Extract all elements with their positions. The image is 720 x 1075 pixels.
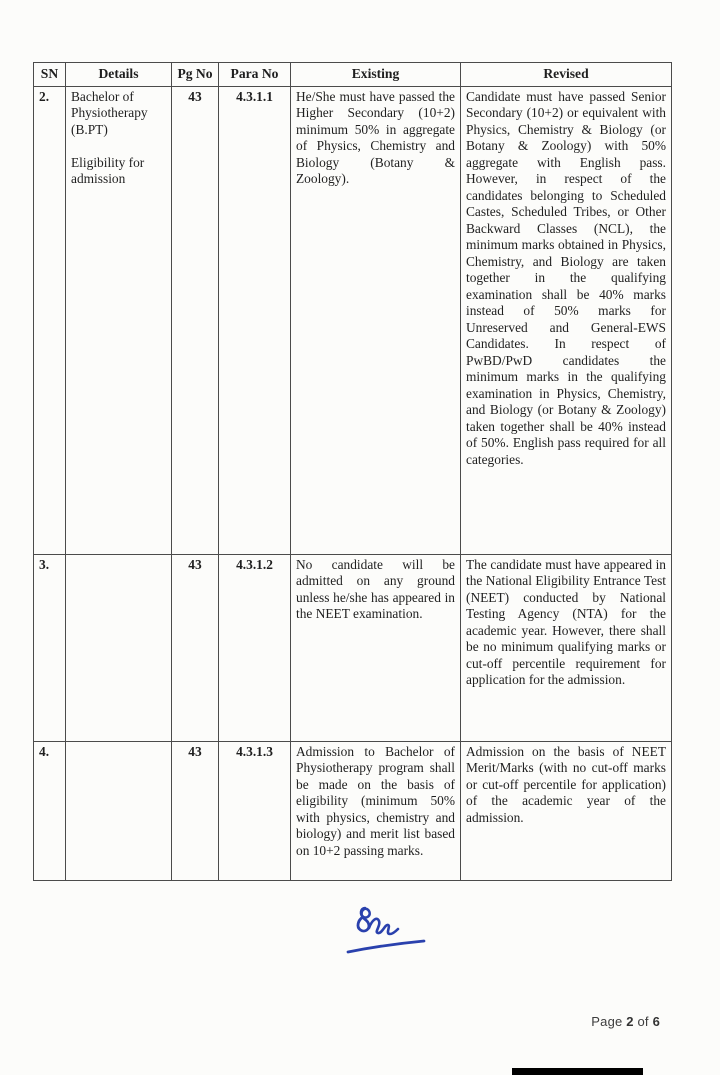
revision-table xyxy=(33,62,672,881)
row-sn: 3. xyxy=(34,554,66,741)
header-details: Details xyxy=(66,63,172,87)
header-pg-no: Pg No xyxy=(172,63,219,87)
header-sn: SN xyxy=(34,63,66,87)
row-revised-text: Admission on the basis of NEET Merit/Marks (with no cut-off marks or cut-off percentile for application) of the academic year of the admission. xyxy=(461,741,672,880)
row-sn: 4. xyxy=(34,741,66,880)
row-existing-text: No candidate will be admitted on any ground unless he/she has appeared in the NEET examination. xyxy=(291,554,461,741)
footer-page-number: 2 xyxy=(626,1014,634,1029)
row-para-no: 4.3.1.3 xyxy=(219,741,291,880)
row-pg-no: 43 xyxy=(172,554,219,741)
row-revised-text: Candidate must have passed Senior Secondary (10+2) or equivalent with Physics, Chemistry & Biology (or Botany & Zoology) with 50% aggregate with English pass. However, in respect of the candidates belonging to Scheduled Castes, Scheduled Tribes, or Other Backward Classes (NCL), the minimum marks obtained in Physics, Chemistry, and Biology are taken together in the qualifying examination shall be 40% marks instead of 50% marks for Unreserved and General-EWS Candidates. In respect of PwBD/PwD candidates the minimum marks in the qualifying examination in Physics, Chemistry, and Biology (or Botany & Zoology) taken together shall be 40% instead of 50%. English pass required for all categories. xyxy=(461,86,672,554)
footer-total-pages: 6 xyxy=(652,1014,660,1029)
row-pg-no: 43 xyxy=(172,86,219,554)
header-para-no: Para No xyxy=(219,63,291,87)
revision-table-container xyxy=(33,62,671,881)
table-header-row xyxy=(34,63,672,87)
row-details xyxy=(66,554,172,741)
footer-prefix: Page xyxy=(591,1014,623,1029)
header-revised: Revised xyxy=(461,63,672,87)
row-details xyxy=(66,86,172,554)
page-number-footer xyxy=(0,1014,660,1029)
table-row xyxy=(34,741,672,880)
table-row xyxy=(34,554,672,741)
row-revised-text: The candidate must have appeared in the National Eligibility Entrance Test (NEET) conducted by National Testing Agency (NTA) for the academic year. However, there shall be no minimum qualifying marks or cut-off percentile requirement for application for the admission. xyxy=(461,554,672,741)
scan-artifact-bar xyxy=(512,1068,643,1075)
row-sn: 2. xyxy=(34,86,66,554)
footer-of-label: of xyxy=(637,1014,649,1029)
row-existing-text: He/She must have passed the Higher Secondary (10+2) minimum 50% in aggregate of Physics, Chemistry and Biology (Botany & Zoology). xyxy=(291,86,461,554)
details-course-title: Bachelor of Physiotherapy (B.PT) xyxy=(71,88,148,137)
table-row xyxy=(34,86,672,554)
handwritten-signature xyxy=(338,894,438,964)
header-existing: Existing xyxy=(291,63,461,87)
row-details xyxy=(66,741,172,880)
row-existing-text: Admission to Bachelor of Physiotherapy program shall be made on the basis of eligibility (minimum 50% with physics, chemistry and biology) and merit list based on 10+2 passing marks. xyxy=(291,741,461,880)
details-subject: Eligibility for admission xyxy=(71,154,145,186)
row-para-no: 4.3.1.1 xyxy=(219,86,291,554)
row-para-no: 4.3.1.2 xyxy=(219,554,291,741)
row-pg-no: 43 xyxy=(172,741,219,880)
